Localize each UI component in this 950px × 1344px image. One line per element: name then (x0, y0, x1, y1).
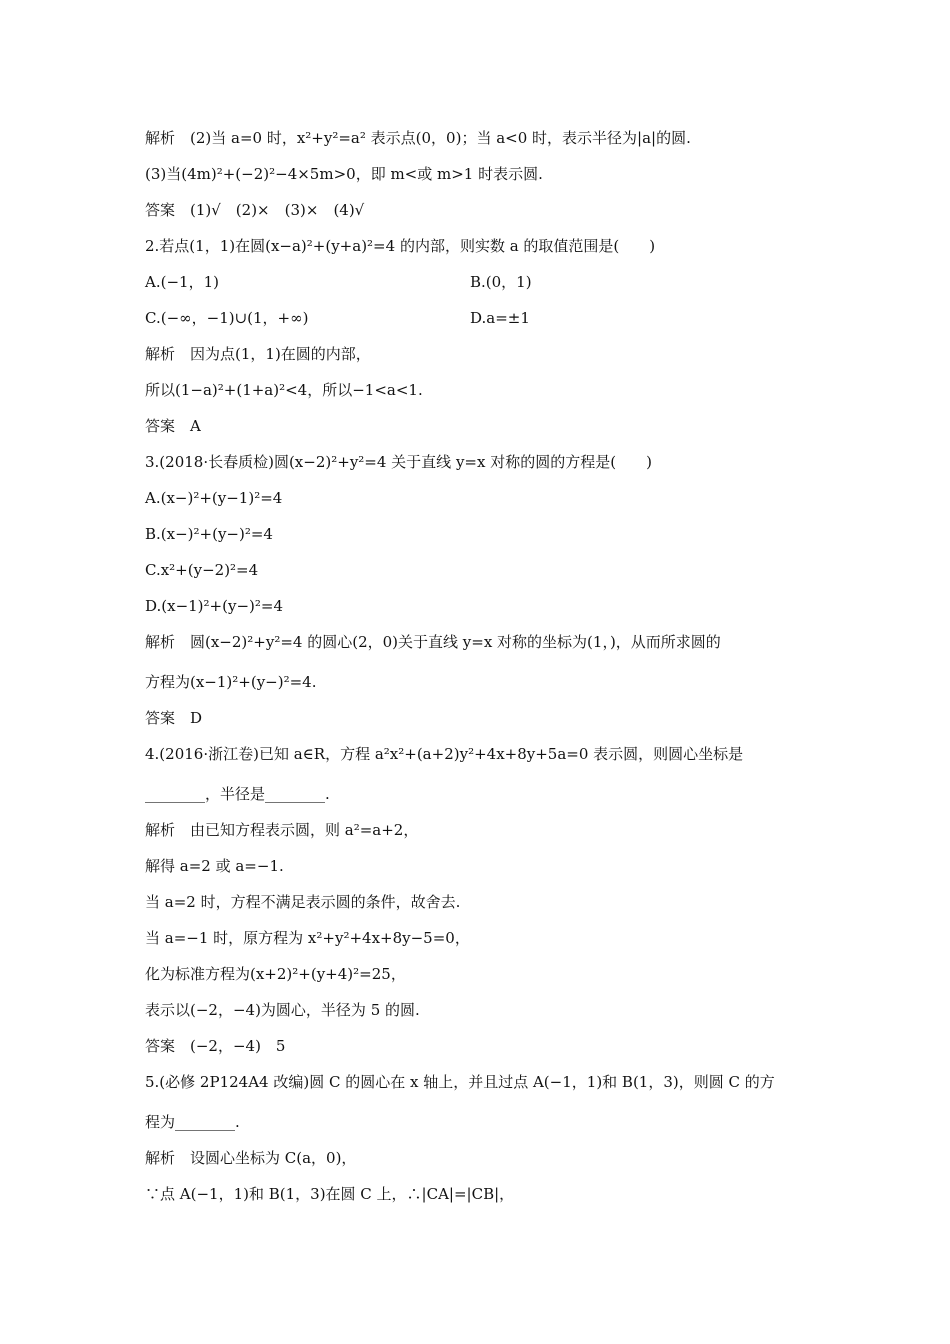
answer-line: 答案 A (145, 417, 201, 435)
text-line: (3)当(4m)²+(−2)²−4×5m>0，即 m<或 m>1 时表示圆. (145, 165, 543, 183)
text-line: 当 a=2 时，方程不满足表示圆的条件，故舍去. (145, 893, 461, 911)
question-2: 2.若点(1，1)在圆(x−a)²+(y+a)²=4 的内部，则实数 a 的取值范围是( ) (145, 237, 656, 255)
option-b: B.(0，1) (470, 273, 532, 291)
option-a: A.(−1，1) (145, 273, 219, 291)
option-d: D.a=±1 (470, 309, 530, 327)
text-line: 程为________. (145, 1113, 240, 1131)
text-line: ∵点 A(−1，1)和 B(1，3)在圆 C 上，∴|CA|=|CB|， (145, 1185, 515, 1203)
option-c: C.x²+(y−2)²=4 (145, 561, 259, 579)
text-line: 方程为(x−1)²+(y−)²=4. (145, 673, 317, 691)
text-line: 解析 圆(x−2)²+y²=4 的圆心(2，0)关于直线 y=x 对称的坐标为(1，)，从而所求圆的 (145, 633, 721, 651)
text-line: 解析 因为点(1，1)在圆的内部， (145, 345, 371, 363)
text-line: 解得 a=2 或 a=−1. (145, 857, 284, 875)
answer-line: 答案 D (145, 709, 203, 727)
question-3: 3.(2018·长春质检)圆(x−2)²+y²=4 关于直线 y=x 对称的圆的方程是( ) (145, 453, 652, 471)
text-line: 解析 由已知方程表示圆，则 a²=a+2， (145, 821, 419, 839)
question-4: 4.(2016·浙江卷)已知 a∈R，方程 a²x²+(a+2)y²+4x+8y+5a=0 表示圆，则圆心坐标是 (145, 745, 744, 763)
option-b: B.(x−)²+(y−)²=4 (145, 525, 273, 543)
option-c: C.(−∞，−1)∪(1，+∞) (145, 309, 309, 327)
text-line: 所以(1−a)²+(1+a)²<4，所以−1<a<1. (145, 381, 423, 399)
question-5: 5.(必修 2P124A4 改编)圆 C 的圆心在 x 轴上，并且过点 A(−1，1)和 B(1，3)，则圆 C 的方 (145, 1073, 775, 1091)
text-line: 解析 (2)当 a=0 时，x²+y²=a² 表示点(0，0)；当 a<0 时，表示半径为|a|的圆. (145, 129, 691, 147)
text-line: 化为标准方程为(x+2)²+(y+4)²=25， (145, 965, 406, 983)
text-line: 解析 设圆心坐标为 C(a，0)， (145, 1149, 357, 1167)
answer-line: 答案 (−2，−4) 5 (145, 1037, 286, 1055)
option-a: A.(x−)²+(y−1)²=4 (145, 489, 283, 507)
option-d: D.(x−1)²+(y−)²=4 (145, 597, 283, 615)
text-line: 表示以(−2，−4)为圆心，半径为 5 的圆. (145, 1001, 420, 1019)
text-line: ________，半径是________. (145, 785, 330, 803)
text-line: 当 a=−1 时，原方程为 x²+y²+4x+8y−5=0， (145, 929, 470, 947)
text-line: 答案 (1)√ (2)× (3)× (4)√ (145, 201, 365, 219)
